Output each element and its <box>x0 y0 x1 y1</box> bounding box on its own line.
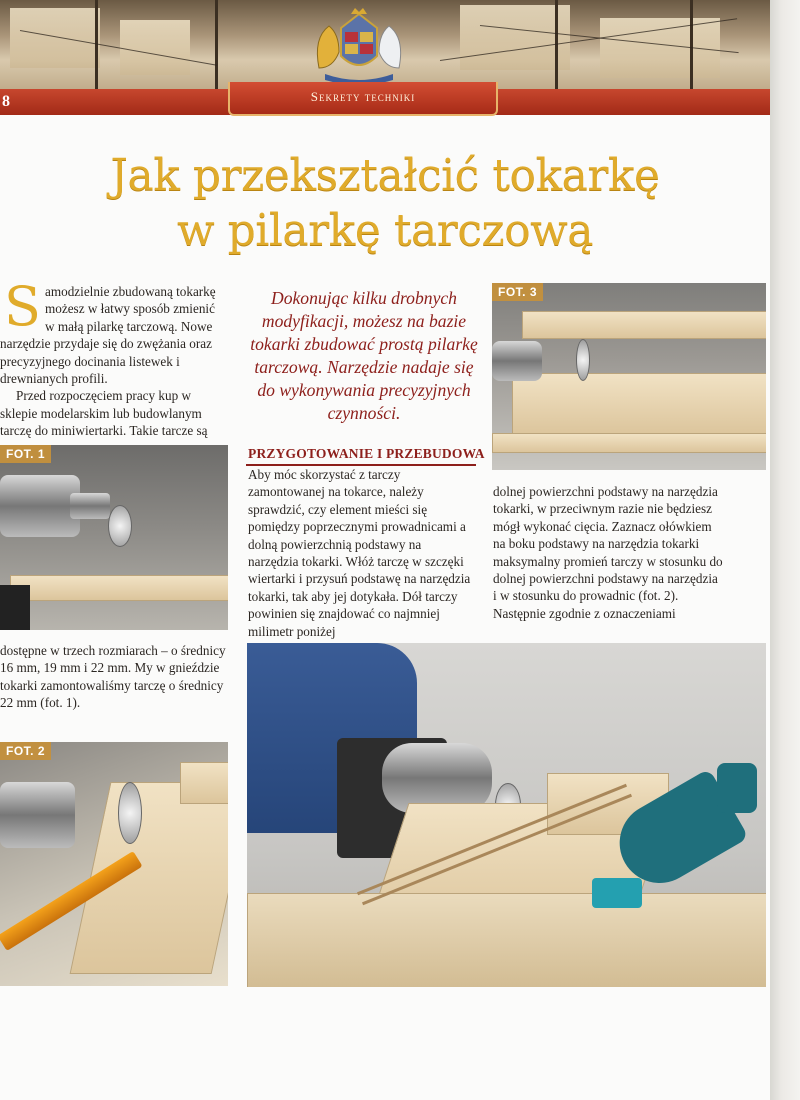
sail-illustration <box>120 20 190 75</box>
section-column-b: dolnej powierzchni podstawy na narzędzia tokarki, w przeciwnym razie nie będziesz mógł wykonać cięcia. Zaznacz ołówkiem na boku podstawy na narzędzia tokarki maksymalny promień tarczy w stosunku do dolnej powierzchni podstawy na narzędzia i w stosunku do prowadnic (fot. 2). Następnie zgodnie z oznaczeniami <box>493 484 723 621</box>
mast-illustration <box>690 0 693 100</box>
photo-4 <box>247 643 766 987</box>
header-ribbon-right <box>492 89 770 115</box>
intro-paragraph-1 <box>0 275 226 387</box>
wood-guide <box>180 762 228 804</box>
sail-illustration <box>460 5 570 70</box>
mast-illustration <box>555 0 558 100</box>
drill-chuck <box>0 782 75 848</box>
wood-guide <box>522 311 766 339</box>
photo-3 <box>492 283 766 470</box>
article-title-line2: w pilarkę tarczową <box>176 205 594 256</box>
intro-text: amodzielnie zbudowaną tokarkę możesz w łatwy sposób zmienić w małą pilarkę tarczową. Nowe narzędzie przydaje się do zwężania oraz precyzyjnego docinania listewek i drewnianych profili. <box>0 284 216 387</box>
intro-continuation: dostępne w trzech rozmiarach – o średnicy 16 mm, 19 mm i 22 mm. My w gnieździe tokarki zamontowaliśmy tarczę o średnicy 22 mm (fot. 1). <box>0 643 226 711</box>
photo-1 <box>0 445 228 630</box>
section-tab: Sekrety techniki <box>228 82 498 116</box>
saw-disc <box>108 505 132 547</box>
drill-chuck <box>492 341 542 381</box>
royal-crest-emblem <box>305 8 413 88</box>
section-column-a: Aby móc skorzystać z tarczy zamontowanej na tokarce, należy sprawdzić, czy element mieści się pomiędzy poprzecznymi prowadnicami a dolną powierzchnią podstawy na narzędzia tokarki. Włóż tarczę w szczęki wiertarki i przysuń podstawę na narzędzia tokarki, tak aby jej dotykała. Dół tarczy powinien się znajdować co najmniej milimetr poniżej <box>248 467 471 639</box>
intro-column <box>0 275 226 440</box>
wood-strip <box>10 575 228 601</box>
page-edge <box>770 0 800 1100</box>
photo-2 <box>0 742 228 986</box>
wood-board <box>247 893 766 987</box>
clamp-handle <box>717 763 757 813</box>
wood-block <box>512 373 766 435</box>
wood-base <box>492 433 766 453</box>
lathe-base <box>0 585 30 630</box>
sail-illustration <box>10 8 100 68</box>
clamp-foot <box>592 878 642 908</box>
saw-disc <box>118 782 142 844</box>
lead-paragraph: Dokonując kilku drobnych modyfikacji, możesz na bazie tokarki zbudować prostą pilarkę tarczową. Narzędzie nadaje się do wykonywania precyzyjnych czynności. <box>250 288 478 423</box>
photo-label: FOT. 3 <box>492 283 543 301</box>
drop-cap: S <box>4 275 41 338</box>
photo-label: FOT. 1 <box>0 445 51 463</box>
header-ribbon-left <box>0 89 232 115</box>
section-heading: PRZYGOTOWANIE I PRZEBUDOWA <box>248 446 485 461</box>
mast-illustration <box>95 0 98 100</box>
mast-illustration <box>215 0 218 100</box>
chuck-nose <box>70 493 110 519</box>
photo-label: FOT. 2 <box>0 742 51 760</box>
article-title-line1: Jak przekształcić tokarkę <box>110 150 660 201</box>
drill-chuck <box>0 475 80 537</box>
saw-disc <box>576 339 590 381</box>
intro-paragraph-2: Przed rozpoczęciem pracy kup w sklepie modelarskim lub budowlanym tarczę do miniwiertarki. Takie tarcze są <box>0 388 208 439</box>
page-number: 8 <box>2 93 10 110</box>
